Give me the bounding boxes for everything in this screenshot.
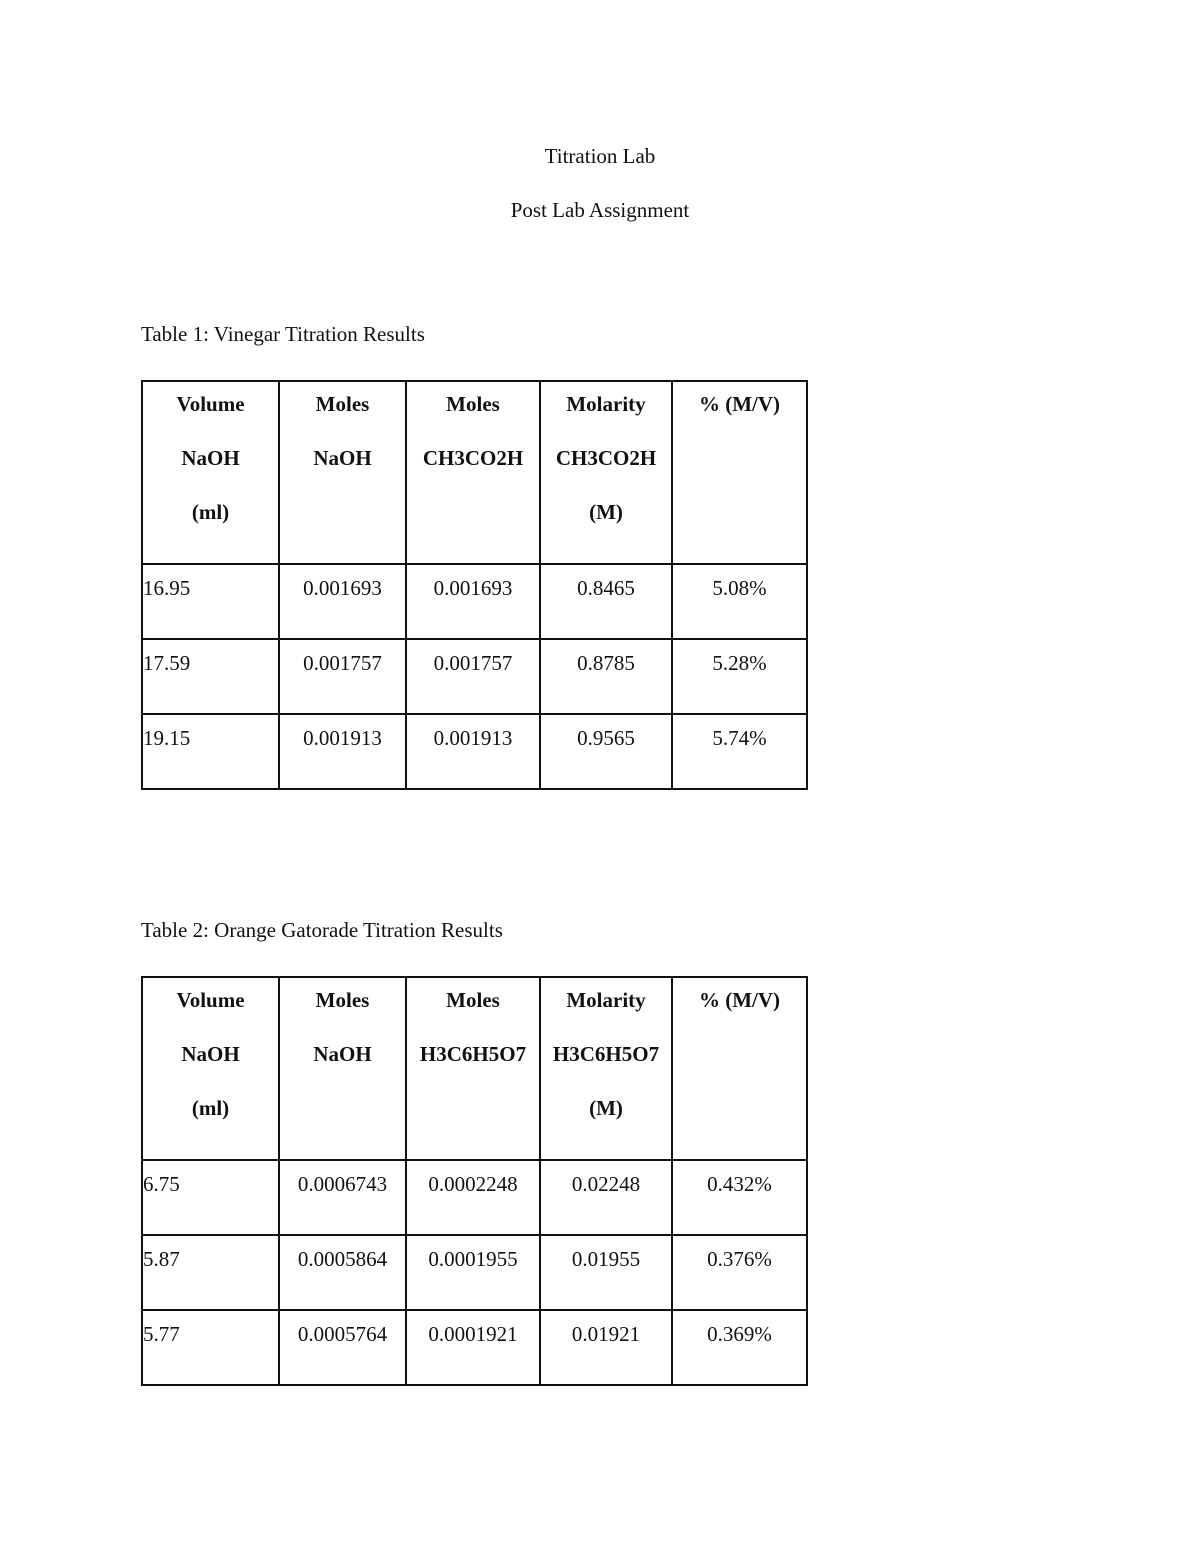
table1-caption: Table 1: Vinegar Titration Results <box>141 322 425 346</box>
header-volume-naoh: Volume NaOH (ml) <box>142 381 279 564</box>
header-molarity-acid: Molarity CH3CO2H (M) <box>540 381 672 564</box>
header-moles-acid: Moles H3C6H5O7 <box>406 977 540 1160</box>
cell-moles-acid: 0.001913 <box>406 714 540 789</box>
cell-moles-acid: 0.0001955 <box>406 1235 540 1310</box>
header-volume-naoh: Volume NaOH (ml) <box>142 977 279 1160</box>
table2-caption: Table 2: Orange Gatorade Titration Results <box>141 918 503 942</box>
table-row <box>142 564 807 639</box>
cell-volume: 5.77 <box>142 1310 279 1385</box>
cell-moles-naoh: 0.0005864 <box>279 1235 406 1310</box>
cell-moles-naoh: 0.0006743 <box>279 1160 406 1235</box>
cell-moles-naoh: 0.001913 <box>279 714 406 789</box>
cell-volume: 19.15 <box>142 714 279 789</box>
cell-percent: 0.376% <box>672 1235 807 1310</box>
cell-volume: 17.59 <box>142 639 279 714</box>
table-row <box>142 1235 807 1310</box>
table-row <box>142 1160 807 1235</box>
cell-molarity: 0.9565 <box>540 714 672 789</box>
cell-moles-acid: 0.001693 <box>406 564 540 639</box>
header-moles-naoh: Moles NaOH <box>279 977 406 1160</box>
header-percent-mv: % (M/V) <box>672 381 807 564</box>
cell-moles-naoh: 0.001693 <box>279 564 406 639</box>
cell-moles-naoh: 0.0005764 <box>279 1310 406 1385</box>
cell-moles-acid: 0.0001921 <box>406 1310 540 1385</box>
header-moles-acid: Moles CH3CO2H <box>406 381 540 564</box>
cell-molarity: 0.8465 <box>540 564 672 639</box>
cell-volume: 6.75 <box>142 1160 279 1235</box>
cell-molarity: 0.01921 <box>540 1310 672 1385</box>
cell-volume: 16.95 <box>142 564 279 639</box>
header-moles-naoh: Moles NaOH <box>279 381 406 564</box>
document-title: Titration Lab <box>544 144 656 168</box>
table-header-row <box>142 381 807 564</box>
cell-moles-acid: 0.001757 <box>406 639 540 714</box>
header-percent-mv: % (M/V) <box>672 977 807 1160</box>
cell-volume: 5.87 <box>142 1235 279 1310</box>
document-subtitle: Post Lab Assignment <box>510 198 690 222</box>
gatorade-results-table <box>141 976 808 1386</box>
cell-molarity: 0.01955 <box>540 1235 672 1310</box>
table-row <box>142 714 807 789</box>
vinegar-results-table <box>141 380 808 790</box>
table-row <box>142 639 807 714</box>
cell-percent: 5.74% <box>672 714 807 789</box>
table-header-row <box>142 977 807 1160</box>
cell-percent: 0.432% <box>672 1160 807 1235</box>
cell-percent: 5.28% <box>672 639 807 714</box>
cell-molarity: 0.02248 <box>540 1160 672 1235</box>
cell-percent: 0.369% <box>672 1310 807 1385</box>
table-row <box>142 1310 807 1385</box>
cell-molarity: 0.8785 <box>540 639 672 714</box>
cell-moles-naoh: 0.001757 <box>279 639 406 714</box>
cell-percent: 5.08% <box>672 564 807 639</box>
cell-moles-acid: 0.0002248 <box>406 1160 540 1235</box>
header-molarity-acid: Molarity H3C6H5O7 (M) <box>540 977 672 1160</box>
